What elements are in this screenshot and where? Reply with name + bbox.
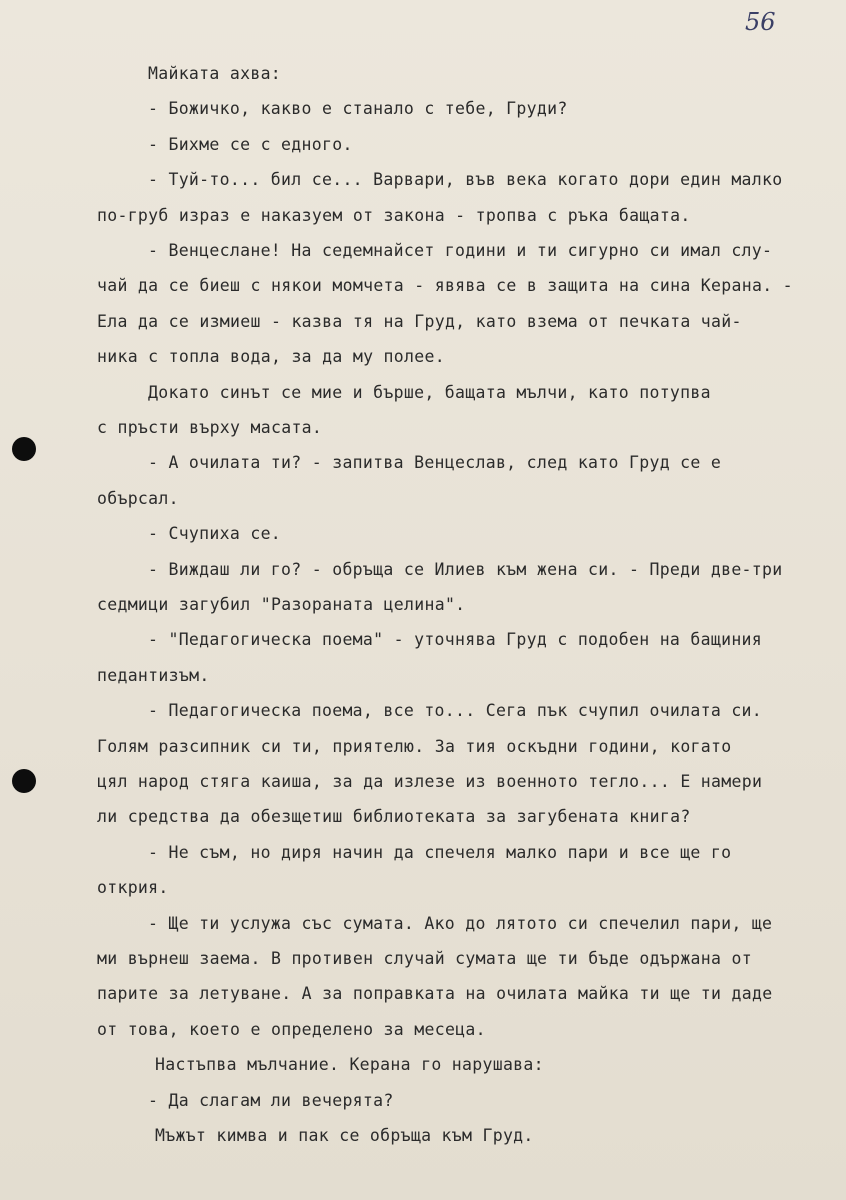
text-line: - Венцеслане! На седемнайсет години и ти сигурно си имал слу- [148,241,773,260]
text-line: Ела да се измиеш - казва тя на Груд, като взема от печката чай- [97,311,742,331]
text-line: - Счупиха се. [148,524,282,544]
text-line: седмици загубил "Разораната целина". [97,595,466,614]
text-line: Настъпва мълчание. Керана го нарушава: [155,1055,544,1075]
text-line: - Не съм, но диря начин да спечеля малко пари и все ще го [148,842,732,862]
text-line: Голям разсипник си ти, приятелю. За тия оскъдни години, когато [97,736,732,756]
text-line: - Божичко, какво е станало с тебе, Груди? [148,99,568,119]
text-line: Майката ахва: [148,64,282,83]
text-line: чай да се биеш с някои момчета - явява се в защита на сина Керана. - [97,276,793,296]
text-line: - Да слагам ли вечерята? [148,1090,394,1110]
text-line: педантизъм. [97,665,210,685]
text-line: - А очилата ти? - запитва Венцеслав, след като Груд се е [148,453,722,473]
text-line: по-груб израз е наказуем от закона - тропва с ръка бащата. [97,205,691,225]
text-line: обърсал. [97,488,179,508]
text-line: цял народ стяга каиша, за да излезе из военното тегло... Е намери [97,772,763,791]
text-line: - Бихме се с едного. [148,134,353,154]
text-line: - Ще ти услужа със сумата. Ако до лятото си спечелил пари, ще [148,913,773,933]
punch-hole-top [12,437,36,461]
text-line: - "Педагогическа поема" - уточнява Груд с подобен на бащиния [148,630,763,650]
text-line: от това, което е определено за месеца. [97,1019,486,1039]
text-line: ника с топла вода, за да му полее. [97,347,445,367]
text-line: с пръсти върху масата. [97,418,323,437]
text-line: парите за летуване. А за поправката на очилата майка ти ще ти даде [97,984,773,1004]
text-line: ли средства да обезщетиш библиотеката за загубената книга? [97,807,691,827]
text-line: открия. [97,878,169,898]
page-number: 56 [745,8,776,36]
text-line: - Туй-то... бил се... Варвари, във века когато дори един малко [148,170,783,190]
punch-hole-bottom [12,769,36,793]
text-line: - Виждаш ли го? - обръща се Илиев към жена си. - Преди две-три [148,559,783,579]
text-line: Докато синът се мие и бърше, бащата мълчи, като потупва [148,382,711,402]
text-line: Мъжът кимва и пак се обръща към Груд. [155,1126,534,1145]
text-line: - Педагогическа поема, все то... Сега пък счупил очилата си. [148,701,763,721]
text-line: ми върнеш заема. В противен случай сумата ще ти бъде одържана от [97,949,752,968]
